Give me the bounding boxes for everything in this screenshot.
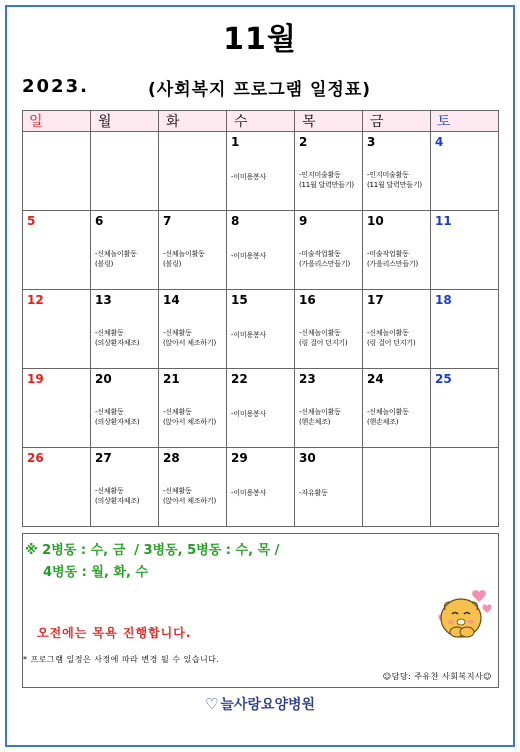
- day-cell: [295, 369, 363, 448]
- day-cell: [227, 290, 295, 369]
- day-number: 17: [367, 293, 384, 307]
- weekday-header-row: [23, 111, 499, 132]
- day-activity: -이미용봉사: [231, 252, 267, 260]
- day-cell: [363, 369, 431, 448]
- day-activity: -신체놀이활동 (핸손체조): [299, 408, 341, 426]
- day-activity: -신체놀이활동 (볼링): [95, 250, 137, 268]
- day-number: 4: [435, 135, 444, 149]
- year-label: 2023.: [22, 76, 89, 97]
- day-cell: [363, 132, 431, 211]
- day-cell: [363, 290, 431, 369]
- day-number: 19: [27, 372, 44, 386]
- day-cell: [227, 369, 295, 448]
- day-cell: [159, 369, 227, 448]
- day-cell: [295, 448, 363, 527]
- weekday-mon: 월: [91, 111, 159, 132]
- day-cell: [23, 369, 91, 448]
- day-activity: -신체활동 (의상환자체조): [95, 408, 140, 426]
- ward-schedule-line-2: 4병동 : 월, 화, 수: [43, 565, 149, 580]
- morning-bath-notice: 오전에는 목욕 진행합니다.: [37, 626, 192, 640]
- day-cell: [431, 132, 499, 211]
- info-box: [22, 533, 499, 688]
- day-cell: [227, 132, 295, 211]
- weekday-thu: 목: [295, 111, 363, 132]
- weekday-fri: 금: [363, 111, 431, 132]
- day-cell: [23, 448, 91, 527]
- day-number: 26: [27, 451, 44, 465]
- day-number: 8: [231, 214, 240, 228]
- day-cell: [91, 290, 159, 369]
- day-cell: [295, 211, 363, 290]
- day-number: 21: [163, 372, 180, 386]
- day-activity: -신체놀이활동 (볼링): [163, 250, 205, 268]
- schedule-change-notice: * 프로그램 일정은 사정에 따라 변경 될 수 있습니다.: [23, 655, 220, 664]
- day-cell: [431, 211, 499, 290]
- day-activity: -신체활동 (앉아서 체조하기): [163, 329, 217, 347]
- day-number: 11: [435, 214, 452, 228]
- day-activity: -인지미술활동 (11월 달력만들기): [367, 171, 422, 189]
- day-activity: -인지미술활동 (11월 달력만들기): [299, 171, 354, 189]
- hospital-name: 늘사랑요양병원: [220, 697, 316, 713]
- day-cell: [23, 132, 91, 211]
- day-activity: -신체놀이활동 (링 걸어 던지기): [367, 329, 416, 347]
- day-number: 7: [163, 214, 172, 228]
- day-cell: [91, 448, 159, 527]
- weekday-sun: 일: [23, 111, 91, 132]
- day-activity: -신체활동 (앉아서 체조하기): [163, 408, 217, 426]
- day-number: 28: [163, 451, 180, 465]
- day-cell: [295, 290, 363, 369]
- day-activity: -신체활동 (의상환자체조): [95, 329, 140, 347]
- day-cell: [363, 211, 431, 290]
- manager-credit: ☺담당: 주유찬 사회복지사☺: [382, 672, 492, 681]
- day-number: 23: [299, 372, 316, 386]
- day-number: 30: [299, 451, 316, 465]
- day-activity: -이미용봉사: [231, 173, 267, 181]
- day-activity: -신체활동 (앉아서 체조하기): [163, 487, 217, 505]
- day-activity: -이미용봉사: [231, 331, 267, 339]
- day-number: 15: [231, 293, 248, 307]
- day-cell: [159, 290, 227, 369]
- week-row: [23, 290, 499, 369]
- day-number: 1: [231, 135, 240, 149]
- hospital-logo: [0, 694, 520, 714]
- day-number: 14: [163, 293, 180, 307]
- day-activity: -이미용봉사: [231, 489, 267, 497]
- week-row: [23, 448, 499, 527]
- weekday-wed: 수: [227, 111, 295, 132]
- day-number: 24: [367, 372, 384, 386]
- day-cell: [227, 448, 295, 527]
- day-number: 13: [95, 293, 112, 307]
- day-cell: [431, 448, 499, 527]
- day-cell: [363, 448, 431, 527]
- character-with-hearts-icon: [431, 586, 495, 642]
- day-number: 18: [435, 293, 452, 307]
- week-row: [23, 211, 499, 290]
- day-cell: [23, 211, 91, 290]
- day-activity: -신체활동 (의상환자체조): [95, 487, 140, 505]
- day-cell: [159, 132, 227, 211]
- day-number: 20: [95, 372, 112, 386]
- week-row: [23, 132, 499, 211]
- day-cell: [91, 211, 159, 290]
- schedule-subtitle: (사회복지 프로그램 일정표): [148, 80, 372, 100]
- day-cell: [91, 132, 159, 211]
- day-number: 25: [435, 372, 452, 386]
- day-number: 29: [231, 451, 248, 465]
- day-cell: [91, 369, 159, 448]
- weekday-sat: 토: [431, 111, 499, 132]
- day-activity: -이미용봉사: [231, 410, 267, 418]
- ward-schedule: [23, 540, 279, 584]
- day-cell: [295, 132, 363, 211]
- day-activity: -미술작업활동 (가을리스만들기): [299, 250, 350, 268]
- day-number: 12: [27, 293, 44, 307]
- day-number: 9: [299, 214, 308, 228]
- day-cell: [227, 211, 295, 290]
- day-number: 16: [299, 293, 316, 307]
- day-number: 3: [367, 135, 376, 149]
- day-number: 2: [299, 135, 308, 149]
- day-cell: [23, 290, 91, 369]
- heart-logo-icon: ♡: [204, 695, 219, 713]
- day-number: 22: [231, 372, 248, 386]
- day-activity: -신체놀이활동 (링 걸어 던지기): [299, 329, 348, 347]
- day-activity: -미술작업활동 (가을리스만들기): [367, 250, 418, 268]
- day-cell: [159, 448, 227, 527]
- week-row: [23, 369, 499, 448]
- day-cell: [159, 211, 227, 290]
- day-activity: -자유활동: [299, 489, 328, 497]
- calendar-table: [22, 110, 499, 527]
- day-cell: [431, 369, 499, 448]
- weekday-tue: 화: [159, 111, 227, 132]
- day-activity: -신체놀이활동 (핸손체조): [367, 408, 409, 426]
- ward-schedule-line-1: ※ 2병동 : 수, 금 / 3병동, 5병동 : 수, 목 /: [25, 543, 280, 558]
- month-title: 11월: [223, 22, 297, 57]
- day-number: 6: [95, 214, 104, 228]
- day-number: 5: [27, 214, 36, 228]
- day-number: 10: [367, 214, 384, 228]
- day-number: 27: [95, 451, 112, 465]
- day-cell: [431, 290, 499, 369]
